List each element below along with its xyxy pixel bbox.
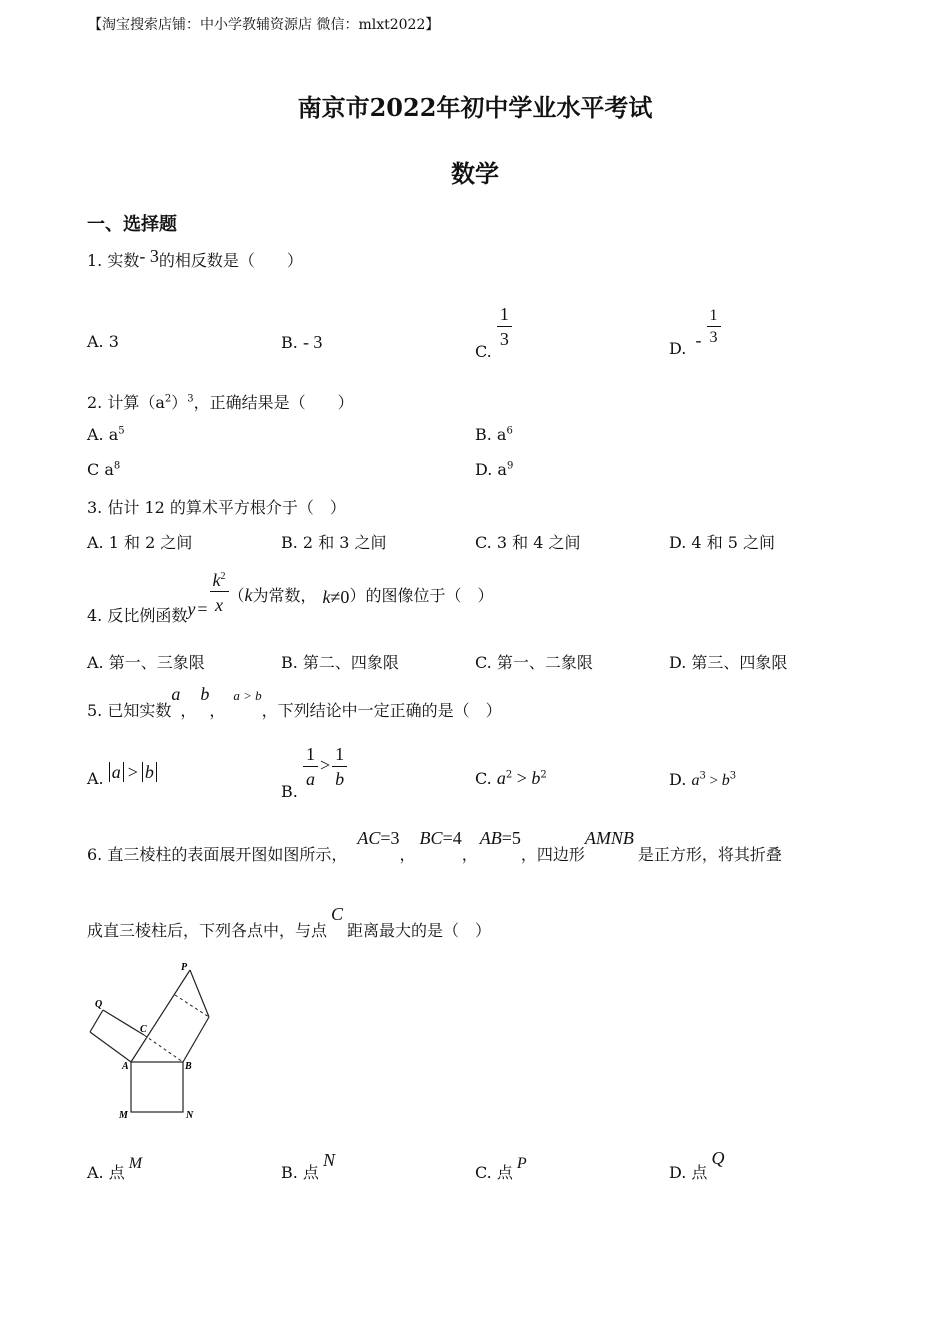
exam-subject: 数学 (451, 159, 499, 188)
q6-comma1: ， (399, 845, 416, 864)
exam-title: 南京市2022年初中学业水平考试 (297, 93, 653, 122)
q2-stem-text: 2. 计算（a (87, 393, 165, 412)
q5-b: b (200, 684, 210, 704)
q6-amnb: AMNB (584, 828, 634, 848)
q5-d-label: D. (669, 770, 687, 789)
fig-label-b: B (185, 1061, 192, 1072)
q4-y: y (187, 598, 196, 619)
q5-b-den1: a (305, 769, 315, 789)
q1-d-sign: - (695, 330, 702, 350)
q5-b-num2: 1 (332, 742, 347, 767)
q5-c-gt: > (512, 768, 532, 788)
question-6-line-1 (87, 826, 782, 864)
q5-d-exp2: 3 (729, 770, 737, 782)
q6-comma2: ， (461, 845, 478, 864)
q1-c-label: C. (475, 342, 492, 361)
q6-option-d[interactable] (669, 1146, 725, 1182)
q5-condition: a > b (233, 688, 262, 703)
q5-b-label: B. (281, 782, 298, 801)
q6-b-point: N (322, 1150, 335, 1170)
q4-denominator: x (215, 595, 224, 615)
q1-stem-math: - 3 (139, 246, 159, 266)
q5-d-b: b (721, 772, 730, 789)
q2-option-a[interactable] (87, 425, 125, 444)
q6-option-c[interactable] (475, 1150, 527, 1182)
q6-ab: AB (479, 828, 502, 848)
q5-option-c[interactable] (475, 768, 547, 789)
q5-c-exp1: 2 (505, 769, 513, 781)
q5-c-exp2: 2 (540, 769, 547, 781)
question-2 (87, 390, 354, 413)
q6-d-point: Q (711, 1148, 725, 1168)
q3-option-a[interactable]: A. 1 和 2 之间 (87, 533, 193, 552)
q6-option-b[interactable] (281, 1148, 335, 1182)
q2-c-exp: 8 (113, 460, 121, 472)
q1-d-numerator: 1 (707, 306, 721, 327)
q5-comma1: ， (180, 701, 197, 720)
q2-option-b[interactable] (475, 425, 513, 444)
q5-b-gt: > (319, 755, 331, 775)
fig-label-m: M (119, 1110, 128, 1121)
q4-not-zero: ≠0 (330, 586, 350, 607)
q4-constant-text: 为常数， (252, 585, 317, 605)
q1-option-d[interactable] (669, 306, 721, 358)
fig-label-p: P (181, 962, 188, 973)
q1-option-a[interactable]: A. 3 (87, 332, 119, 351)
q5-d-gt: > (705, 773, 722, 789)
question-1 (87, 248, 303, 271)
q4-option-a[interactable]: A. 第一、三象限 (87, 653, 205, 672)
prism-net-figure (85, 960, 220, 1125)
q3-option-c[interactable]: C. 3 和 4 之间 (475, 533, 581, 552)
q1-option-c[interactable] (475, 302, 512, 361)
q6-c-label: C. 点 (475, 1163, 513, 1182)
q2-c-text: C a (87, 460, 114, 479)
q6-bc: BC (419, 828, 443, 848)
q5-a-abs-b: b (142, 762, 157, 782)
q6-ac-value: =3 (380, 828, 400, 848)
q4-numerator-exp: 2 (220, 571, 226, 582)
q4-k: k (244, 584, 253, 605)
q5-d-exp1: 3 (699, 770, 706, 782)
q6-stem-line2: 成直三棱柱后，下列各点中，与点 (87, 921, 328, 940)
q2-b-text: B. a (475, 425, 507, 444)
q5-a: a (171, 684, 181, 704)
q5-option-d[interactable] (669, 770, 736, 790)
fig-label-c: C (140, 1024, 147, 1035)
q4-option-b[interactable]: B. 第二、四象限 (281, 653, 399, 672)
q5-c-b: b (531, 768, 541, 788)
q1-d-fraction (707, 306, 721, 349)
q5-c-a: a (496, 768, 506, 788)
q1-stem-tail: 的相反数是（ ） (158, 251, 303, 270)
q3-option-d[interactable]: D. 4 和 5 之间 (669, 533, 776, 552)
q5-b-num1: 1 (303, 742, 318, 767)
q5-c-label: C. (475, 769, 492, 788)
q5-a-label: A. (87, 769, 104, 788)
q4-option-d[interactable]: D. 第三、四象限 (669, 653, 788, 672)
q2-a-exp: 5 (118, 425, 125, 437)
q4-fraction (210, 566, 229, 618)
q5-a-abs-a: a (109, 762, 124, 782)
q5-a-gt: > (127, 762, 138, 782)
q1-b-label: B. (281, 333, 298, 352)
q3-option-b[interactable]: B. 2 和 3 之间 (281, 533, 387, 552)
q6-bc-value: =4 (442, 828, 462, 848)
q4-k2: k (322, 586, 331, 607)
q6-stem-tail: 距离最大的是（ ） (347, 921, 492, 940)
q1-d-label: D. (669, 339, 687, 358)
page-header: 【淘宝搜索店铺：中小学教辅资源店 微信：mlxt2022】 (88, 17, 440, 33)
q2-d-exp: 9 (506, 460, 514, 472)
q6-ac: AC (357, 828, 381, 848)
fig-label-n: N (186, 1110, 194, 1121)
q1-c-denominator: 3 (499, 329, 509, 349)
q6-stem-cont: 是正方形，将其折叠 (637, 845, 782, 864)
question-5 (87, 682, 502, 720)
q5-option-b[interactable] (281, 742, 347, 801)
q6-quad-text: ，四边形 (520, 845, 585, 864)
fig-label-q: Q (95, 999, 103, 1010)
q1-b-math: - 3 (302, 332, 323, 352)
q6-point-c: C (331, 904, 344, 924)
q1-stem-text: 1. 实数 (87, 251, 140, 270)
q6-b-label: B. 点 (281, 1163, 319, 1182)
question-3: 3. 估计 12 的算术平方根介于（ ） (87, 498, 346, 517)
q2-d-text: D. a (475, 460, 507, 479)
q4-numerator: k (212, 570, 221, 590)
q5-b-den2: b (335, 769, 345, 789)
q5-d-a: a (691, 772, 700, 789)
q6-c-point: P (516, 1155, 527, 1172)
q1-d-denominator: 3 (709, 329, 718, 346)
q5-b-fraction-2 (332, 742, 347, 791)
section-heading: 一、选择题 (87, 214, 177, 235)
q5-comma2: ， (209, 701, 226, 720)
q1-option-b[interactable] (281, 332, 322, 353)
q6-option-a[interactable] (87, 1150, 143, 1182)
q2-stem-tail: ，正确结果是（ ） (193, 393, 354, 412)
q2-stem-exp1: 2 (164, 393, 172, 405)
q6-stem-text: 6. 直三棱柱的表面展开图如图所示， (87, 845, 348, 864)
q6-ab-value: =5 (501, 828, 521, 848)
q1-c-fraction (497, 302, 512, 351)
q5-stem-tail: ，下列结论中一定正确的是（ ） (261, 701, 502, 720)
q5-b-fraction-1 (303, 742, 318, 791)
q6-a-label: A. 点 (87, 1163, 125, 1182)
q4-stem-text: 4. 反比例函数 (87, 605, 188, 625)
q6-a-point: M (128, 1155, 143, 1172)
q2-stem-paren: ） (171, 393, 188, 412)
question-4 (87, 566, 494, 625)
q4-paren-open: （ (228, 585, 245, 605)
q1-c-numerator: 1 (497, 302, 512, 327)
q5-option-a[interactable] (87, 762, 157, 788)
q2-option-c[interactable] (87, 460, 120, 479)
q4-option-c[interactable]: C. 第一、二象限 (475, 653, 593, 672)
fig-label-a: A (122, 1061, 129, 1072)
q2-option-d[interactable] (475, 460, 513, 479)
q6-d-label: D. 点 (669, 1163, 708, 1182)
q2-stem-exp2: 3 (187, 393, 194, 405)
q4-equals: = (197, 598, 208, 619)
q2-b-exp: 6 (506, 425, 513, 437)
q4-stem-tail: ）的图像位于（ ） (349, 585, 494, 605)
q2-a-text: A. a (87, 425, 119, 444)
q5-stem-text: 5. 已知实数 (87, 701, 172, 720)
question-6-line-2 (87, 902, 492, 940)
